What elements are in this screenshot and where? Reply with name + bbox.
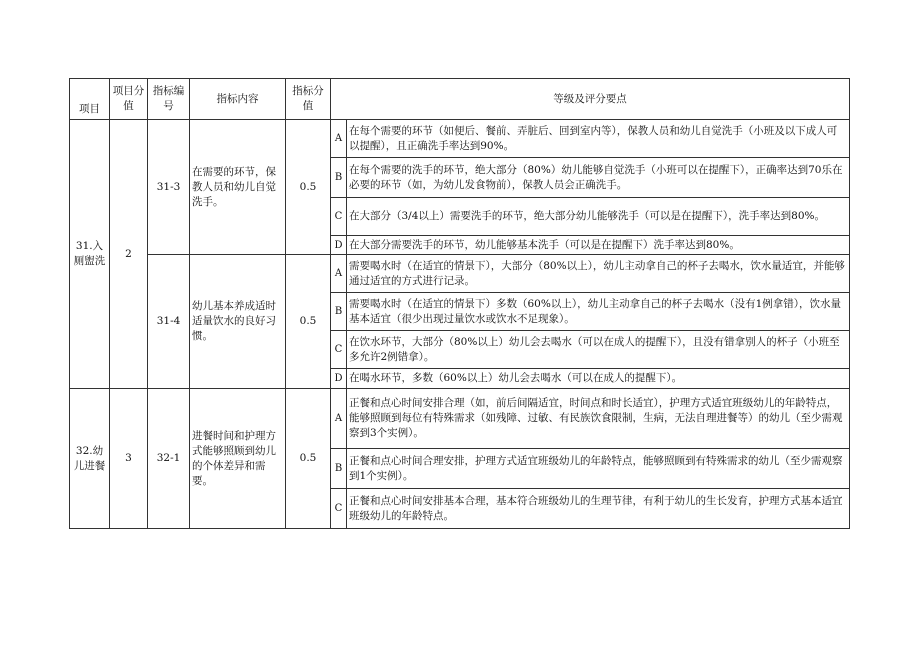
indicator-score: 0.5 <box>286 389 331 529</box>
project-name: 31.入厕盥洗 <box>70 120 110 389</box>
grade-description: 正餐和点心时间安排基本合理，基本符合班级幼儿的生理节律，有利于幼儿的生长发育，护理方式基本适宜班级幼儿的年龄特点。 <box>347 489 850 529</box>
header-project: 项目 <box>70 79 110 120</box>
indicator-content: 幼儿基本养成适时适量饮水的良好习惯。 <box>190 255 286 389</box>
grade-label: C <box>331 331 347 369</box>
grade-label: D <box>331 369 347 389</box>
grade-label: A <box>331 255 347 293</box>
indicator-score: 0.5 <box>286 255 331 389</box>
header-grade-points: 等级及评分要点 <box>331 79 850 120</box>
grade-label: A <box>331 389 347 449</box>
grade-label: B <box>331 293 347 331</box>
grade-label: C <box>331 489 347 529</box>
project-score: 2 <box>110 120 148 389</box>
grade-label: D <box>331 236 347 255</box>
project-score: 3 <box>110 389 148 529</box>
grade-label: C <box>331 198 347 236</box>
grade-description: 在每个需要的环节（如便后、餐前、弄脏后、回到室内等），保教人员和幼儿自觉洗手（小班及以下成人可以提醒），且正确洗手率达到90%。 <box>347 120 850 158</box>
indicator-code: 31-4 <box>148 255 190 389</box>
header-indicator-content: 指标内容 <box>190 79 286 120</box>
grade-description: 在饮水环节，大部分（80%以上）幼儿会去喝水（可以在成人的提醒下），且没有错拿别人的杯子（小班至多允许2例错拿）。 <box>347 331 850 369</box>
indicator-code: 32-1 <box>148 389 190 529</box>
table-row <box>70 255 850 293</box>
header-row <box>70 79 850 120</box>
grade-description: 正餐和点心时间安排合理（如，前后间隔适宜，时间点和时长适宜），护理方式适宜班级幼儿的年龄特点，能够照顾到每位有特殊需求（如残障、过敏、有民族饮食限制，生病，无法自理进餐等）的幼儿（至少需观察到3个实例）。 <box>347 389 850 449</box>
grade-description: 在大部分（3/4以上）需要洗手的环节，绝大部分幼儿能够洗手（可以是在提醒下），洗手率达到80%。 <box>347 198 850 236</box>
rubric-table <box>69 78 850 529</box>
table-row <box>70 389 850 449</box>
grade-description: 在每个需要的洗手的环节，绝大部分（80%）幼儿能够自觉洗手（小班可以在提醒下），正确率达到70乐在必要的环节（如，为幼儿发食物前），保教人员会正确洗手。 <box>347 158 850 198</box>
project-name: 32.幼儿进餐 <box>70 389 110 529</box>
grade-description: 在大部分需要洗手的环节，幼儿能够基本洗手（可以是在提醒下）洗手率达到80%。 <box>347 236 850 255</box>
header-indicator-score: 指标分值 <box>286 79 331 120</box>
table-row <box>70 120 850 158</box>
grade-label: B <box>331 449 347 489</box>
indicator-score: 0.5 <box>286 120 331 255</box>
grade-description: 需要喝水时（在适宜的情景下）多数（60%以上），幼儿主动拿自己的杯子去喝水（没有1例拿错），饮水量基本适宜（很少出现过量饮水或饮水不足现象）。 <box>347 293 850 331</box>
indicator-content: 在需要的环节，保教人员和幼儿自觉洗手。 <box>190 120 286 255</box>
grade-label: A <box>331 120 347 158</box>
grade-description: 正餐和点心时间合理安排，护理方式适宜班级幼儿的年龄特点，能够照顾到有特殊需求的幼儿（至少需观察到1个实例）。 <box>347 449 850 489</box>
grade-description: 需要喝水时（在适宜的情景下），大部分（80%以上），幼儿主动拿自己的杯子去喝水，饮水量适宜，并能够通过适宜的方式进行记录。 <box>347 255 850 293</box>
indicator-code: 31-3 <box>148 120 190 255</box>
header-project-score: 项目分值 <box>110 79 148 120</box>
grade-description: 在喝水环节，多数（60%以上）幼儿会去喝水（可以在成人的提醒下）。 <box>347 369 850 389</box>
header-indicator-code: 指标编号 <box>148 79 190 120</box>
indicator-content: 进餐时间和护理方式能够照顾到幼儿的个体差异和需要。 <box>190 389 286 529</box>
grade-label: B <box>331 158 347 198</box>
